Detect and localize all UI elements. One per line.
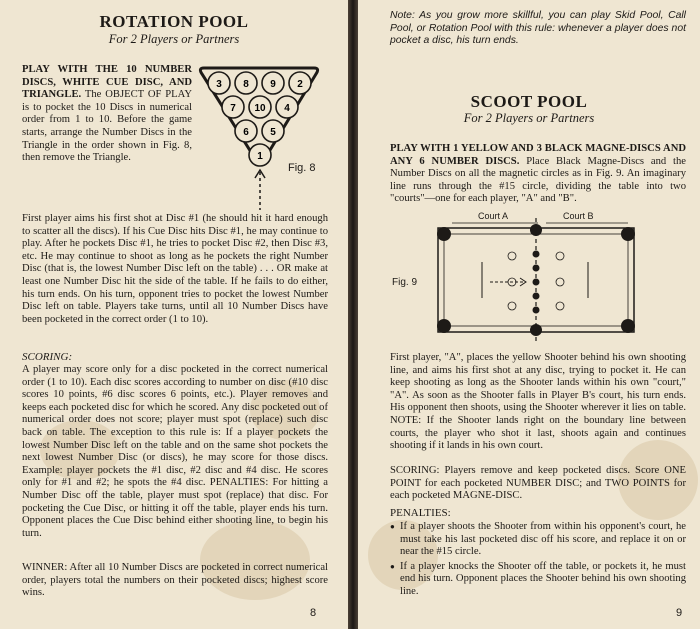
figure-label: Fig. 8 [288, 162, 316, 174]
intro-text: Place Black Magne-Discs and the Number Discs on all the magnetic circles as in Fig. 9. An imaginary line runs through the #15 circle, dividing the table into two "courts"—one for each player, "A" and "B". [390, 155, 686, 205]
disc-number-label: 10 [254, 103, 266, 114]
table-figure [430, 216, 650, 346]
disc-number-label: 2 [297, 79, 303, 90]
left-page [0, 0, 348, 629]
figure-label: Fig. 9 [392, 277, 418, 288]
rules-paragraph: First player aims his first shot at Disc #1 (he should hit it hard enough to scatter all the discs). If his Cue Disc hits Disc #1, he may continue to play. After he pockets Disc #1, he tries to pocket Disc #2, then Disc #3, etc. He may continue to shoot as long as he pockets the right Number Disc (that is, the lowest Number Disc left on the table) . . . OR make at least one Number Disc hit the side of the table. If he fails to do either, his turn ends. On his turn, opponent tries to pocket the lowest Number Disc left on table. Players take turns, until all 10 Number Discs have been pocketed in the correct order (1 to 10). [22, 213, 328, 325]
triangle-figure [196, 62, 324, 212]
page-number: 9 [676, 607, 683, 619]
disc-number-label: 9 [270, 79, 276, 90]
right-page [358, 0, 700, 629]
court-a-label: Court A [478, 211, 509, 221]
court-b-label: Court B [563, 211, 594, 221]
disc-number-label: 3 [216, 79, 222, 90]
rules-paragraph: First player, "A", places the yellow Shooter behind his own shooting line, and aims his first shot at any disc, trying to pocket it. He can keep shooting as long as the Shooter lands within his own "court," "A". As soon as the Shooter falls in Player B's court, his turn ends. His opponent then shoots, using the Shooter wherever it lies on table. NOTE: If the Shooter lands right on the boundary line between courts, the player who shot it last, shoots again and continues shooting if it lands in his own court. [390, 352, 686, 452]
page-number: 8 [310, 607, 317, 619]
note-paragraph: Note: As you grow more skillful, you can play Skid Pool, Call Pool, or Rotation Pool with this rule: whenever a player does not pocket a disc, his turn ends. [390, 10, 686, 47]
disc-number-label: 4 [284, 103, 290, 114]
penalties-heading: PENALTIES: [390, 507, 451, 519]
disc-number-label: 7 [230, 103, 236, 114]
intro-bold: PLAY WITH 1 YELLOW AND 3 BLACK MAGNE-DISCS AND ANY 6 NUMBER DISCS. [390, 143, 686, 167]
binding-gutter [348, 0, 358, 629]
scoring-paragraph: A player may score only for a disc pocketed in the correct numerical order (1 to 10). Each disc scores according to number on disc (#10 disc scores 10 points, #6 disc scores 6 points, etc.). Player removes and keeps each pocketed disc for which he scored. Any disc pocketed out of numerical order does not score; player must spot (replace) such disc back on table. The exception to this rule is: If a player pockets the lowest Number Disc left on the table and on the same shot pockets the next lowest Number Disc (or discs), he may score for those discs. Example: player pockets the #1 disc, #2 disc and #4 disc. He scores only for #1 and #2; he spots the #4 disc. PENALTIES: For hitting a Number Disc off the table, player must spot (replace) that disc. For pocketing the Cue Disc, or hitting it off the table, player ends his turn. Opponent places the Cue Disc behind either shooting line, to begin his turn. [22, 364, 328, 539]
disc-number-label: 5 [270, 127, 276, 138]
disc-number-label: 1 [257, 151, 263, 162]
page-title: SCOOT POOL [470, 92, 588, 111]
penalties-list [390, 521, 686, 601]
scoring-heading: SCORING: [22, 351, 73, 363]
intro-text: The OBJECT OF PLAY is to pocket the 10 Discs in numerical order from 1 to 10. Before the game starts, arrange the Number Discs in the Triangle in the order shown in Fig. 8, then remove the Triangle. [22, 89, 192, 164]
page-title: ROTATION POOL [99, 12, 249, 31]
intro-paragraph [22, 64, 192, 165]
penalty-item: ● If a player shoots the Shooter from within his opponent's court, he must take his last pocketed disc off his score, and replace it on or near the #15 circle. [390, 521, 686, 559]
disc-number-label: 8 [243, 79, 249, 90]
page-subtitle: For 2 Players or Partners [108, 32, 240, 46]
intro-paragraph [390, 143, 686, 206]
winner-paragraph: WINNER: After all 10 Number Discs are pocketed in correct numerical order, players total the numbers on their pocketed discs; highest score wins. [22, 562, 328, 599]
disc-number-label: 6 [243, 127, 249, 138]
penalty-item: ● If a player knocks the Shooter off the table, or pockets it, he must end his turn. Opponent places the Shooter behind his own shooting line. [390, 561, 686, 599]
scoring-paragraph: SCORING: Players remove and keep pocketed discs. Score ONE POINT for each pocketed NUMBER DISC; and TWO POINTS for each pocketed MAGNE-DISC. [390, 465, 686, 502]
intro-bold: PLAY WITH THE 10 NUMBER DISCS, WHITE CUE DISC, AND TRIANGLE. [22, 64, 192, 101]
page-subtitle: For 2 Players or Partners [463, 111, 595, 125]
